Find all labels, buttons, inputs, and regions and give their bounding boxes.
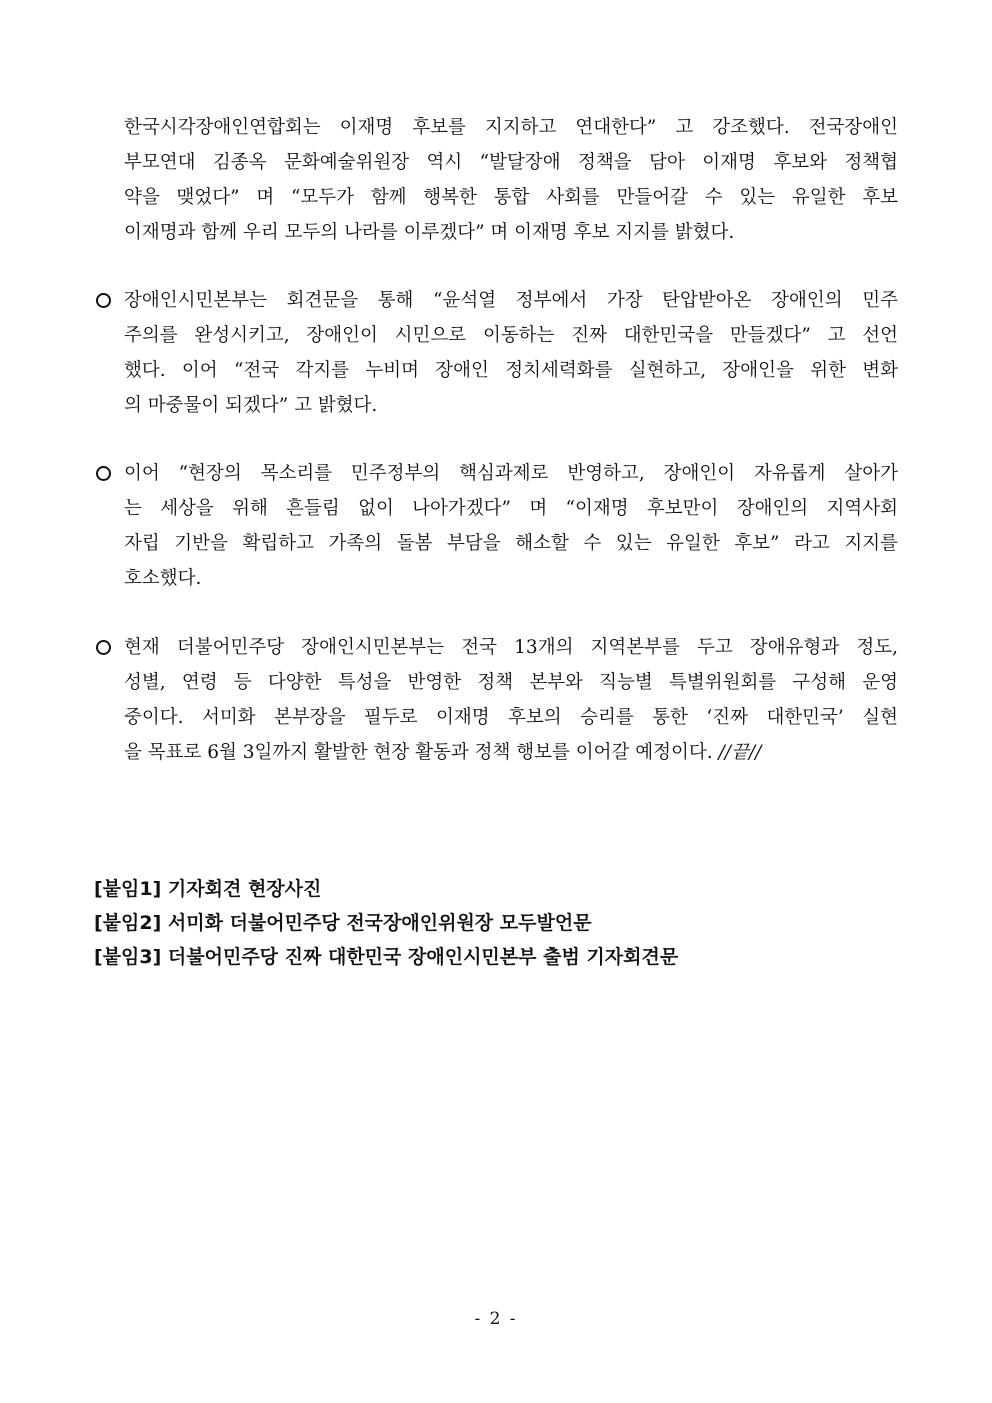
paragraph-line: 장애인시민본부는 회견문을 통해 “윤석열 정부에서 가장 탄압받아온 장애인의 민주: [124, 290, 898, 311]
attachments-list: [94, 872, 894, 974]
paragraph-line: 약을 맺었다” 며 “모두가 함께 행복한 통합 사회를 만들어갈 수 있는 유일한 후보: [124, 187, 898, 208]
paragraph-line: 는 세상을 위해 흔들림 없이 나아가겠다” 며 “이재명 후보만이 장애인의 지역사회: [124, 498, 898, 519]
paragraph-line: 했다. 이어 “전국 각지를 누비며 장애인 정치세력화를 실현하고, 장애인을 위한 변화: [124, 360, 898, 381]
paragraph-line: 주의를 완성시키고, 장애인이 시민으로 이동하는 진짜 대한민국을 만들겠다” 고 선언: [124, 325, 898, 346]
paragraph-line: 현재 더불어민주당 장애인시민본부는 전국 13개의 지역본부를 두고 장애유형과 정도,: [124, 637, 898, 658]
paragraph-line: 이재명과 함께 우리 모두의 나라를 이루겠다” 며 이재명 후보 지지를 밝혔다.: [124, 222, 735, 243]
hollow-circle-bullet-icon: [96, 640, 111, 655]
bullet-paragraph: [94, 456, 898, 596]
hollow-circle-bullet-icon: [96, 293, 111, 308]
paragraph-line: 성별, 연령 등 다양한 특성을 반영한 정책 본부와 직능별 특별위원회를 구성해 운영: [124, 672, 898, 693]
body-paragraph-continued: [94, 110, 898, 250]
attachment-item: [붙임2] 서미화 더불어민주당 전국장애인위원장 모두발언문: [94, 912, 592, 934]
paragraph-line: 이어 “현장의 목소리를 민주정부의 핵심과제로 반영하고, 장애인이 자유롭게 살아가: [124, 463, 898, 484]
paragraph-line-final: [124, 735, 898, 770]
page-number: - 2 -: [474, 1309, 518, 1329]
bullet-paragraph: [94, 283, 898, 423]
paragraph-line-text: 을 목표로 6월 3일까지 활발한 현장 활동과 정책 행보를 이어갈 예정이다.: [124, 742, 713, 763]
paragraph-line: 부모연대 김종옥 문화예술위원장 역시 “발달장애 정책을 담아 이재명 후보와 정책협: [124, 152, 898, 173]
bullet-paragraph: [94, 630, 898, 770]
paragraph-line: 중이다. 서미화 본부장을 필두로 이재명 후보의 승리를 통한 ‘진짜 대한민국’ 실현: [124, 707, 898, 728]
paragraph-line: 의 마중물이 되겠다” 고 밝혔다.: [124, 395, 378, 416]
paragraph-line: 호소했다.: [124, 568, 202, 589]
paragraph-line: 자립 기반을 확립하고 가족의 돌봄 부담을 해소할 수 있는 유일한 후보” 라고 지지를: [124, 533, 898, 554]
attachment-item: [붙임3] 더불어민주당 진짜 대한민국 장애인시민본부 출범 기자회견문: [94, 946, 679, 968]
attachment-item: [붙임1] 기자회견 현장사진: [94, 878, 322, 900]
hollow-circle-bullet-icon: [96, 466, 111, 481]
end-mark: //끝//: [718, 742, 762, 763]
paragraph-line: 한국시각장애인연합회는 이재명 후보를 지지하고 연대한다” 고 강조했다. 전국장애인: [124, 117, 898, 138]
